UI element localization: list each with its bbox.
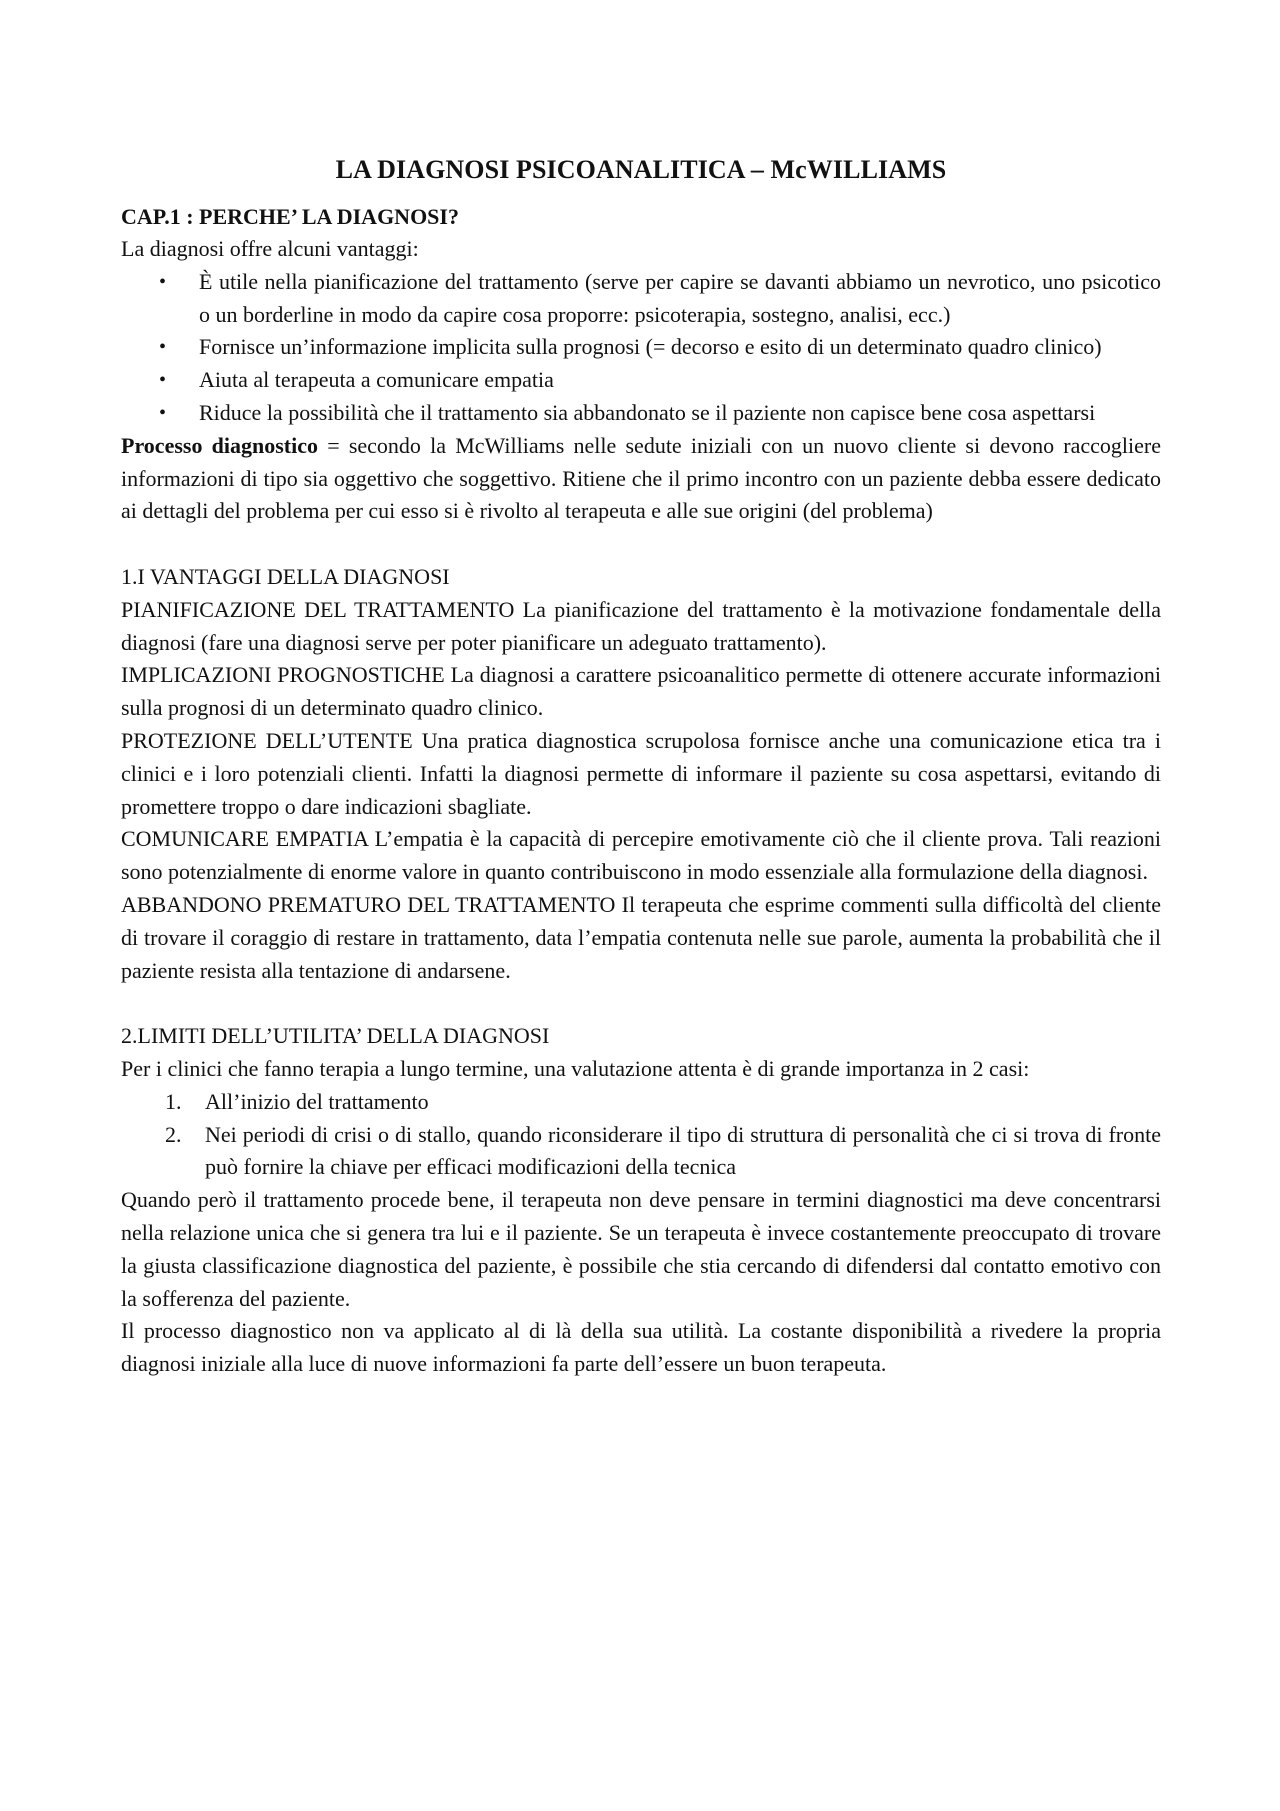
list-item-text: Fornisce un’informazione implicita sulla prognosi (= decorso e esito di un determinato quadro clinico) xyxy=(199,334,1102,360)
bullet-icon: • xyxy=(159,270,167,293)
advantages-list xyxy=(121,266,1161,430)
advantage-term: ABBANDONO PREMATURO DEL TRATTAMENTO xyxy=(121,891,616,917)
list-item xyxy=(121,364,1161,397)
bullet-icon: • xyxy=(159,336,167,359)
advantage-paragraph xyxy=(121,889,1161,987)
advantage-text: La diagnosi a carattere psicoanalitico permette di ottenere accurate informazioni sulla prognosi di un determinato quadro clinico. xyxy=(121,662,1161,721)
list-item xyxy=(121,1119,1161,1185)
list-item-text: Nei periodi di crisi o di stallo, quando riconsiderare il tipo di struttura di personalità che ci si trova di fronte può fornire la chiave per efficaci modificazioni della tecnica xyxy=(205,1121,1161,1180)
advantage-text: L’empatia è la capacità di percepire emotivamente ciò che il cliente prova. Tali reazioni sono potenzialmente di enorme valore in quanto contribuiscono in modo essenziale alla formulazione della diagnosi. xyxy=(121,826,1162,885)
list-item xyxy=(121,397,1161,430)
section1-heading: 1.I VANTAGGI DELLA DIAGNOSI xyxy=(121,563,450,589)
document-page xyxy=(121,145,1161,1381)
advantage-text: La pianificazione del trattamento è la motivazione fondamentale della diagnosi (fare una diagnosi serve per poter pianificare un adeguato trattamento). xyxy=(121,596,1161,655)
bullet-icon: • xyxy=(159,369,167,392)
advantage-paragraph xyxy=(121,659,1161,725)
spacer xyxy=(121,987,1161,1020)
list-item-text: Aiuta al terapeuta a comunicare empatia xyxy=(199,367,554,393)
list-number: 1. xyxy=(165,1088,182,1114)
advantage-term: IMPLICAZIONI PROGNOSTICHE xyxy=(121,662,445,688)
bullet-icon: • xyxy=(159,401,167,424)
section2-paragraph: Il processo diagnostico non va applicato al di là della sua utilità. La costante disponibilità a rivedere la propria diagnosi iniziale alla luce di nuove informazioni fa parte dell’essere un buon terapeuta. xyxy=(121,1318,1161,1377)
advantage-paragraph xyxy=(121,594,1161,660)
list-item-text: Riduce la possibilità che il trattamento sia abbandonato se il paziente non capisce bene cosa aspettarsi xyxy=(199,399,1096,425)
list-item xyxy=(121,266,1161,332)
spacer xyxy=(121,528,1161,561)
advantage-term: COMUNICARE EMPATIA xyxy=(121,826,368,852)
advantage-paragraph xyxy=(121,823,1161,889)
section2-intro: Per i clinici che fanno terapia a lungo termine, una valutazione attenta è di grande importanza in 2 casi: xyxy=(121,1055,1030,1081)
advantage-text: Il terapeuta che esprime commenti sulla difficoltà del cliente di trovare il coraggio di restare in trattamento, data l’empatia contenuta nelle sue parole, aumenta la probabilità che il paziente resista alla tentazione di andarsene. xyxy=(121,891,1161,983)
list-item-text: È utile nella pianificazione del trattamento (serve per capire se davanti abbiamo un nevrotico, uno psicotico o un borderline in modo da capire cosa proporre: psicoterapia, sostegno, analisi, ecc.) xyxy=(199,268,1161,327)
list-item xyxy=(121,1086,1161,1119)
document-title: LA DIAGNOSI PSICOANALITICA – McWILLIAMS xyxy=(335,155,947,184)
advantage-term: PIANIFICAZIONE DEL TRATTAMENTO xyxy=(121,596,515,622)
process-paragraph xyxy=(121,430,1161,528)
list-number: 2. xyxy=(165,1121,182,1147)
advantage-text: Una pratica diagnostica scrupolosa fornisce anche una comunicazione etica tra i clinici e i loro potenziali clienti. Infatti la diagnosi permette di informare il paziente su cosa aspettarsi, evitando di promettere troppo o dare indicazioni sbagliate. xyxy=(121,727,1161,819)
section2-paragraph: Quando però il trattamento procede bene, il terapeuta non deve pensare in termini diagnostici ma deve concentrarsi nella relazione unica che si genera tra lui e il paziente. Se un terapeuta è invece costantemente preoccupato di trovare la giusta classificazione diagnostica del paziente, è possibile che stia cercando di difendersi dal contatto emotivo con la sofferenza del paziente. xyxy=(121,1187,1161,1311)
process-term: Processo diagnostico xyxy=(121,432,319,458)
advantage-paragraph xyxy=(121,725,1161,823)
advantage-term: PROTEZIONE DELL’UTENTE xyxy=(121,727,413,753)
section2-heading: 2.LIMITI DELL’UTILITA’ DELLA DIAGNOSI xyxy=(121,1023,550,1049)
cases-list xyxy=(121,1086,1161,1184)
process-text: = secondo la McWilliams nelle sedute iniziali con un nuovo cliente si devono raccogliere informazioni di tipo sia oggettivo che soggettivo. Ritiene che il primo incontro con un paziente debba essere dedicato ai dettagli del problema per cui esso si è rivolto al terapeuta e alle sue origini (del problema) xyxy=(121,432,1161,524)
list-item xyxy=(121,331,1161,364)
chapter-heading: CAP.1 : PERCHE’ LA DIAGNOSI? xyxy=(121,204,459,229)
chapter-intro: La diagnosi offre alcuni vantaggi: xyxy=(121,236,419,261)
list-item-text: All’inizio del trattamento xyxy=(205,1088,429,1114)
